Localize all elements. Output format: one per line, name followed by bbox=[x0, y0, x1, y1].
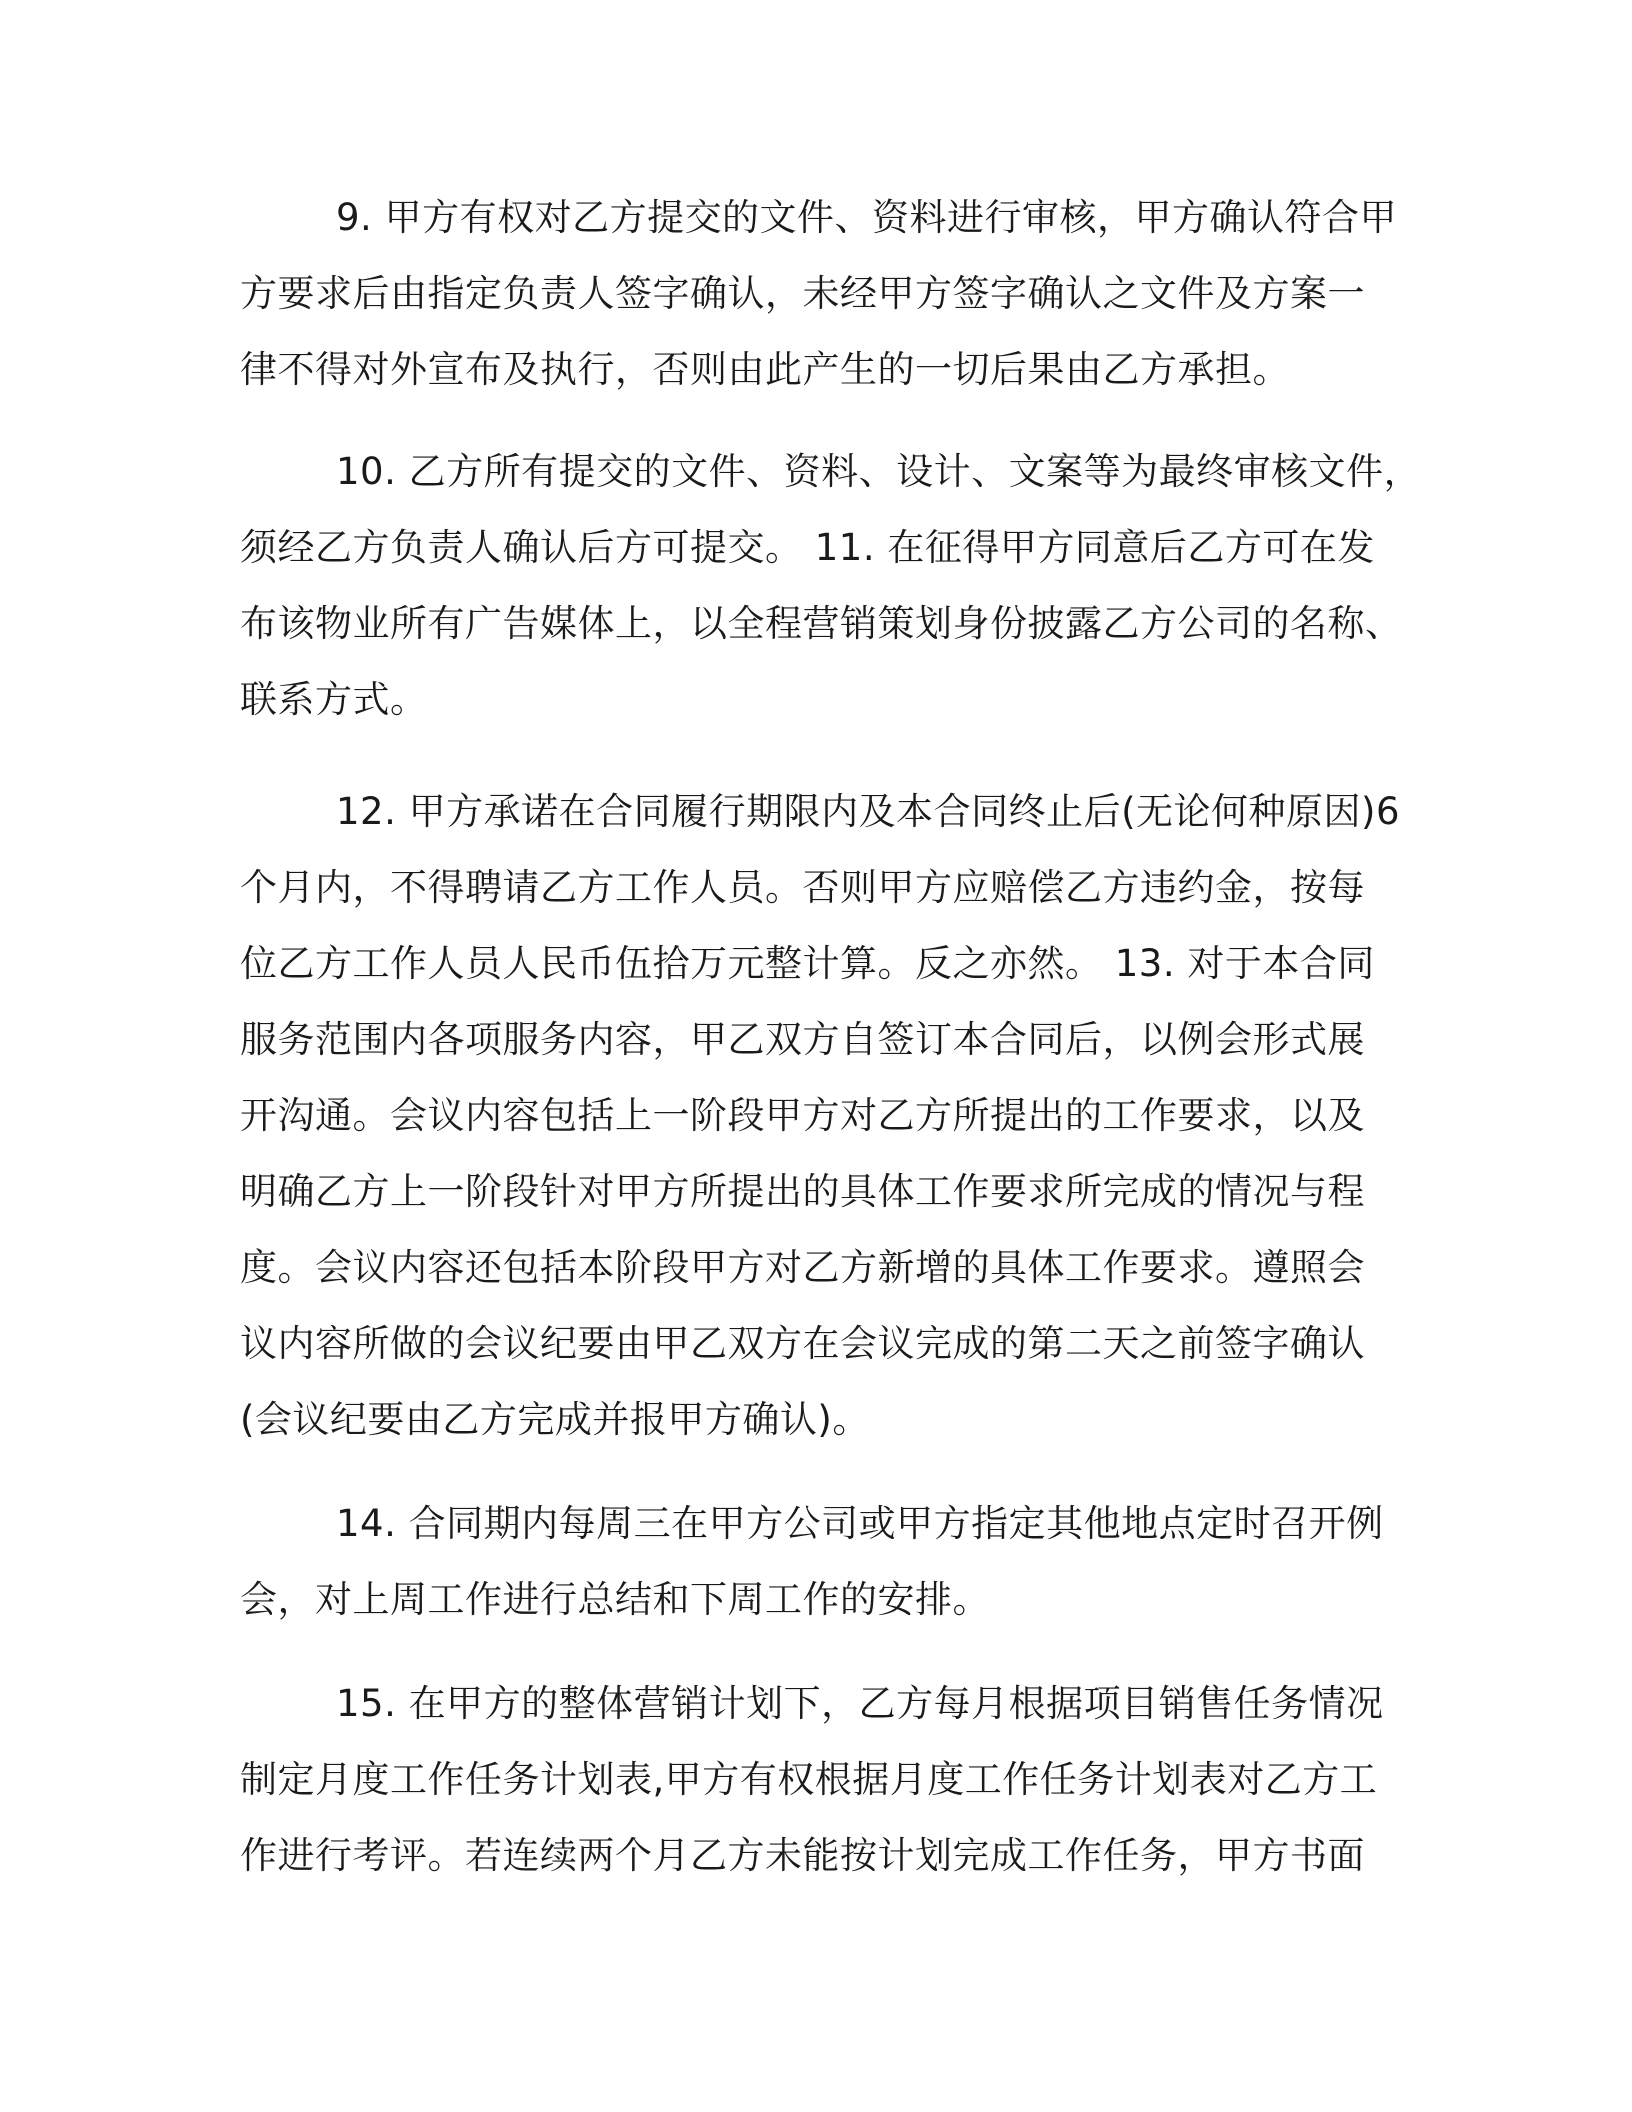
paragraph-14-line-2: 会，对上周工作进行总结和下周工作的安排。 bbox=[240, 1578, 990, 1621]
paragraph-12-line-7: 度。会议内容还包括本阶段甲方对乙方新增的具体工作要求。遵照会 bbox=[240, 1246, 1365, 1289]
paragraph-14-line-1: 14. 合同期内每周三在甲方公司或甲方指定其他地点定时召开例 bbox=[336, 1502, 1384, 1545]
paragraph-15-line-1: 15. 在甲方的整体营销计划下，乙方每月根据项目销售任务情况 bbox=[336, 1682, 1384, 1725]
paragraph-10-line-2: 须经乙方负责人确认后方可提交。 11. 在征得甲方同意后乙方可在发 bbox=[240, 526, 1375, 569]
paragraph-12-line-2: 个月内，不得聘请乙方工作人员。否则甲方应赔偿乙方违约金，按每 bbox=[240, 866, 1365, 909]
paragraph-12-line-8: 议内容所做的会议纪要由甲乙双方在会议完成的第二天之前签字确认 bbox=[240, 1322, 1365, 1365]
paragraph-12-line-6: 明确乙方上一阶段针对甲方所提出的具体工作要求所完成的情况与程 bbox=[240, 1170, 1365, 1213]
paragraph-9-line-3: 律不得对外宣布及执行，否则由此产生的一切后果由乙方承担。 bbox=[240, 348, 1290, 391]
paragraph-10-line-1: 10. 乙方所有提交的文件、资料、设计、文案等为最终审核文件， bbox=[336, 450, 1422, 493]
paragraph-12-line-3: 位乙方工作人员人民币伍拾万元整计算。反之亦然。 13. 对于本合同 bbox=[240, 942, 1375, 985]
paragraph-12-line-1: 12. 甲方承诺在合同履行期限内及本合同终止后(无论何种原因)6 bbox=[336, 790, 1401, 833]
paragraph-15-line-2: 制定月度工作任务计划表,甲方有权根据月度工作任务计划表对乙方工 bbox=[240, 1758, 1378, 1801]
paragraph-9-line-2: 方要求后由指定负责人签字确认，未经甲方签字确认之文件及方案一 bbox=[240, 272, 1365, 315]
paragraph-10-line-3: 布该物业所有广告媒体上，以全程营销策划身份披露乙方公司的名称、 bbox=[240, 602, 1403, 645]
paragraph-12-line-4: 服务范围内各项服务内容，甲乙双方自签订本合同后，以例会形式展 bbox=[240, 1018, 1365, 1061]
paragraph-15-line-3: 作进行考评。若连续两个月乙方未能按计划完成工作任务，甲方书面 bbox=[240, 1834, 1365, 1877]
paragraph-10-line-4: 联系方式。 bbox=[240, 678, 428, 721]
paragraph-12-line-9: (会议纪要由乙方完成并报甲方确认)。 bbox=[240, 1398, 870, 1441]
paragraph-12-line-5: 开沟通。会议内容包括上一阶段甲方对乙方所提出的工作要求，以及 bbox=[240, 1094, 1365, 1137]
paragraph-9-line-1: 9. 甲方有权对乙方提交的文件、资料进行审核，甲方确认符合甲 bbox=[336, 196, 1398, 239]
